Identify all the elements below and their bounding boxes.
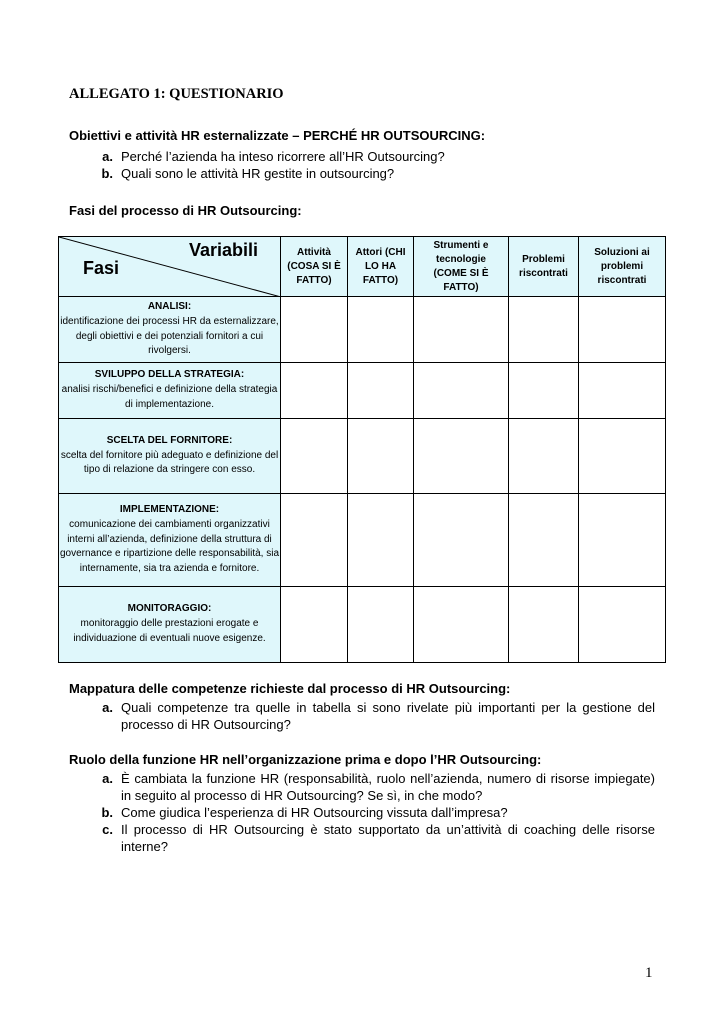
table-row — [59, 419, 666, 494]
phase-description: comunicazione dei cambiamenti organizzativi interni all’azienda, definizione della struttura di governance e ripartizione delle responsabilità, sia internamente, sia tra azienda e fornitore. — [59, 518, 280, 575]
answer-cell[interactable] — [509, 419, 579, 494]
phase-title: SCELTA DEL FORNITORE: — [106, 434, 233, 446]
table-header-row — [59, 237, 666, 297]
phase-cell — [59, 419, 281, 494]
hr-role-question-list — [69, 770, 655, 855]
question-text: Il processo di HR Outsourcing è stato supportato da un’attività di coaching delle risorse interne? — [121, 822, 655, 854]
answer-cell[interactable] — [348, 494, 414, 587]
objectives-question-list — [69, 148, 655, 182]
phase-title: ANALISI: — [147, 300, 192, 312]
table-row — [59, 297, 666, 363]
table-corner-cell — [59, 237, 281, 297]
question-letter: a. — [102, 149, 113, 164]
question-item — [69, 821, 655, 855]
section-hr-role-heading: Ruolo della funzione HR nell’organizzazione prima e dopo l’HR Outsourcing: — [69, 752, 542, 767]
column-header: Attività (COSA SI È FATTO) — [281, 237, 348, 297]
answer-cell[interactable] — [414, 587, 509, 663]
answer-cell[interactable] — [509, 494, 579, 587]
answer-cell[interactable] — [348, 297, 414, 363]
answer-cell[interactable] — [281, 297, 348, 363]
table-row — [59, 363, 666, 419]
answer-cell[interactable] — [281, 587, 348, 663]
question-letter: a. — [102, 771, 113, 786]
answer-cell[interactable] — [281, 494, 348, 587]
column-header: Soluzioni ai problemi riscontrati — [579, 237, 666, 297]
phase-cell — [59, 297, 281, 363]
answer-cell[interactable] — [509, 587, 579, 663]
answer-cell[interactable] — [414, 363, 509, 419]
answer-cell[interactable] — [281, 363, 348, 419]
answer-cell[interactable] — [509, 363, 579, 419]
phases-table — [58, 236, 666, 663]
question-text: Perché l’azienda ha inteso ricorrere all’HR Outsourcing? — [121, 149, 445, 164]
phase-title: MONITORAGGIO: — [127, 603, 212, 615]
answer-cell[interactable] — [579, 587, 666, 663]
phase-title: SVILUPPO DELLA STRATEGIA: — [94, 369, 245, 381]
answer-cell[interactable] — [414, 419, 509, 494]
phase-description: monitoraggio delle prestazioni erogate e individuazione di eventuali nuove esigenze. — [73, 618, 266, 644]
answer-cell[interactable] — [348, 419, 414, 494]
table-row — [59, 494, 666, 587]
answer-cell[interactable] — [414, 494, 509, 587]
question-letter: a. — [102, 700, 113, 715]
column-header: Attori (CHI LO HA FATTO) — [348, 237, 414, 297]
question-text: È cambiata la funzione HR (responsabilità, ruolo nell’azienda, numero di risorse impiegate) in seguito al processo di HR Outsourcing? Se sì, in che modo? — [121, 771, 655, 803]
column-header: Problemi riscontrati — [509, 237, 579, 297]
question-letter: b. — [101, 805, 113, 820]
question-item — [69, 770, 655, 804]
answer-cell[interactable] — [348, 363, 414, 419]
section-phases-heading: Fasi del processo di HR Outsourcing: — [69, 203, 302, 218]
question-item — [69, 804, 655, 821]
phase-cell — [59, 587, 281, 663]
question-letter: b. — [101, 166, 113, 181]
answer-cell[interactable] — [509, 297, 579, 363]
phase-description: scelta del fornitore più adeguato e definizione del tipo di relazione da stringere con esso. — [60, 449, 279, 476]
answer-cell[interactable] — [579, 419, 666, 494]
phase-description: analisi rischi/benefici e definizione della strategia di implementazione. — [61, 384, 278, 410]
phase-description: identificazione dei processi HR da esternalizzare, degli obiettivi e dei potenziali fornitori a cui rivolgersi. — [60, 315, 279, 357]
answer-cell[interactable] — [281, 419, 348, 494]
question-text: Come giudica l’esperienza di HR Outsourcing vissuta dall’impresa? — [121, 805, 508, 820]
corner-label-fasi: Fasi — [83, 258, 120, 278]
question-text: Quali sono le attività HR gestite in outsourcing? — [121, 166, 395, 181]
answer-cell[interactable] — [579, 494, 666, 587]
phase-cell — [59, 363, 281, 419]
page-number: 1 — [645, 965, 653, 981]
document-title: ALLEGATO 1: QUESTIONARIO — [69, 86, 284, 102]
question-item — [69, 699, 655, 733]
answer-cell[interactable] — [414, 297, 509, 363]
answer-cell[interactable] — [579, 297, 666, 363]
question-item — [69, 148, 655, 165]
section-competences-heading: Mappatura delle competenze richieste dal processo di HR Outsourcing: — [69, 681, 511, 696]
question-text: Quali competenze tra quelle in tabella si sono rivelate più importanti per la gestione del processo di HR Outsourcing? — [121, 700, 655, 732]
phase-cell — [59, 494, 281, 587]
phase-title: IMPLEMENTAZIONE: — [119, 504, 220, 515]
competences-question-list — [69, 699, 655, 733]
answer-cell[interactable] — [348, 587, 414, 663]
question-item — [69, 165, 655, 182]
answer-cell[interactable] — [579, 363, 666, 419]
corner-label-variabili: Variabili — [188, 240, 258, 260]
table-row — [59, 587, 666, 663]
question-letter: c. — [102, 822, 113, 837]
column-header: Strumenti e tecnologie (COME SI È FATTO) — [414, 237, 509, 297]
section-objectives-heading: Obiettivi e attività HR esternalizzate – PERCHÉ HR OUTSOURCING: — [69, 128, 486, 143]
